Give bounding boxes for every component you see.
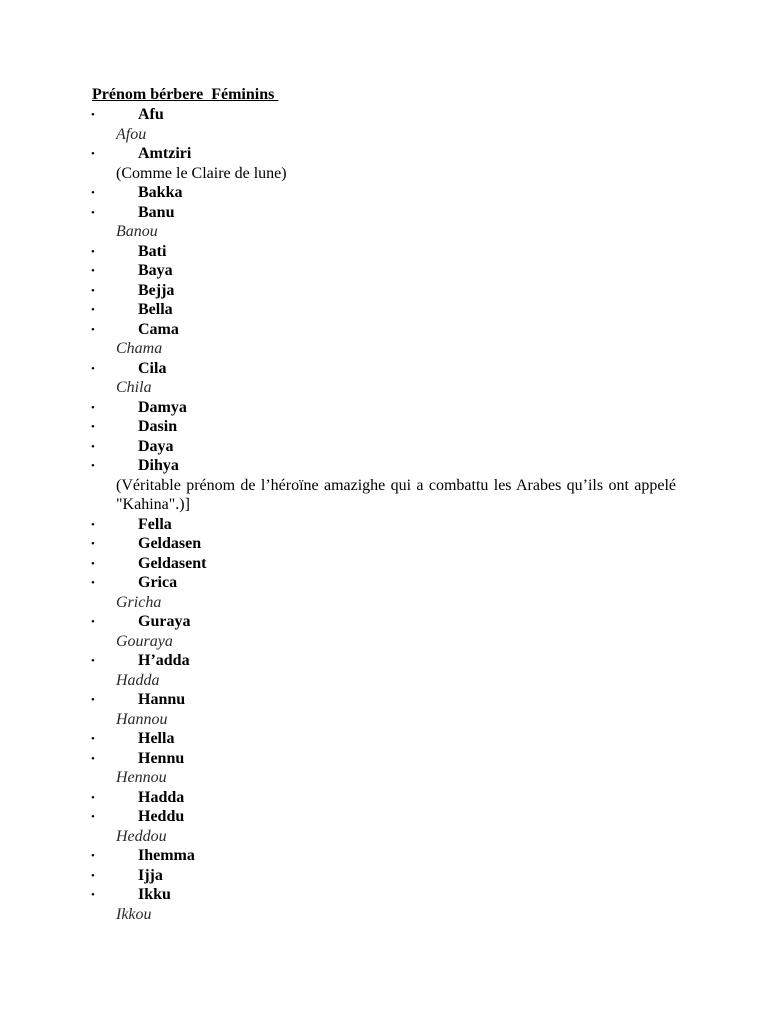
list-item	[92, 437, 676, 457]
bullet-icon: •	[91, 421, 95, 433]
bullet-icon: •	[91, 460, 95, 472]
name-text: Dasin	[138, 418, 178, 435]
list-item	[92, 320, 676, 359]
name-text: Fella	[138, 515, 172, 533]
variant-text: Hadda	[116, 671, 160, 689]
variant-text: Hennou	[116, 769, 167, 786]
name-row	[92, 846, 676, 866]
list-item	[92, 573, 676, 612]
variant-text: Banou	[116, 223, 158, 240]
variant-text: Afou	[116, 125, 147, 143]
name-text: Afu	[138, 106, 164, 123]
list-item	[92, 788, 676, 808]
bullet-icon: •	[91, 752, 95, 765]
name-row	[92, 144, 676, 164]
name-text: Heddu	[138, 808, 185, 825]
name-row	[92, 749, 676, 769]
list-item	[92, 105, 676, 144]
name-text: Dihya	[138, 457, 179, 474]
bullet-icon: •	[91, 187, 95, 199]
bullet-icon: •	[91, 557, 95, 570]
name-row	[92, 534, 676, 554]
list-item	[92, 515, 676, 535]
name-text: Bakka	[138, 184, 183, 201]
name-row	[92, 885, 676, 905]
list-item	[92, 729, 676, 749]
list-item	[92, 281, 676, 301]
name-row	[92, 320, 676, 340]
name-row	[92, 359, 676, 379]
name-row	[92, 515, 676, 535]
bullet-icon: •	[91, 577, 95, 589]
name-text: Cama	[138, 320, 179, 338]
name-text: Ihemma	[138, 847, 195, 864]
list-item	[92, 651, 676, 690]
list-item	[92, 534, 676, 554]
name-row	[92, 807, 676, 827]
name-row	[92, 183, 676, 203]
bullet-icon: •	[91, 850, 95, 862]
bullet-icon: •	[91, 206, 95, 219]
name-text: Daya	[138, 437, 174, 455]
list-item	[92, 398, 676, 418]
name-text: Banu	[138, 203, 175, 221]
list-item	[92, 866, 676, 886]
bullet-icon: •	[91, 304, 95, 316]
list-item	[92, 359, 676, 398]
bullet-icon: •	[91, 616, 95, 628]
name-row	[92, 203, 676, 223]
list-item	[92, 846, 676, 866]
list-item	[92, 807, 676, 846]
document-title: Prénom bérbere Féminins	[92, 86, 279, 103]
bullet-icon: •	[91, 518, 95, 531]
bullet-icon: •	[91, 440, 95, 453]
list-item	[92, 242, 676, 262]
bullet-icon: •	[91, 869, 95, 882]
name-text: Baya	[138, 262, 173, 279]
list-item	[92, 417, 676, 437]
name-row	[92, 105, 676, 125]
name-row	[92, 281, 676, 301]
name-text: Hadda	[138, 788, 185, 806]
variant-text: Ikkou	[116, 905, 152, 923]
bullet-icon: •	[91, 362, 95, 375]
list-item	[92, 554, 676, 574]
name-list	[92, 105, 676, 924]
list-item	[92, 261, 676, 281]
list-item	[92, 203, 676, 242]
variant-text: Gricha	[116, 593, 162, 611]
name-text: Bejja	[138, 281, 175, 299]
bullet-icon: •	[91, 694, 95, 706]
list-item	[92, 183, 676, 203]
name-row	[92, 437, 676, 457]
name-row	[92, 651, 676, 671]
name-row	[92, 417, 676, 437]
bullet-icon: •	[91, 284, 95, 297]
bullet-icon: •	[91, 538, 95, 550]
name-text: Ikku	[138, 886, 171, 903]
name-row	[92, 612, 676, 632]
name-row	[92, 690, 676, 710]
name-text: Geldasen	[138, 535, 202, 552]
bullet-icon: •	[91, 109, 95, 121]
name-row	[92, 573, 676, 593]
bullet-icon: •	[91, 245, 95, 258]
bullet-icon: •	[91, 265, 95, 277]
name-text: Amtziri	[138, 145, 192, 162]
list-item	[92, 300, 676, 320]
bullet-icon: •	[91, 323, 95, 336]
name-row	[92, 261, 676, 281]
bullet-icon: •	[91, 655, 95, 667]
name-text: Hella	[138, 730, 175, 747]
bullet-icon: •	[91, 791, 95, 804]
list-item	[92, 456, 676, 515]
name-row	[92, 554, 676, 574]
name-row	[92, 242, 676, 262]
name-row	[92, 398, 676, 418]
name-text: Grica	[138, 574, 178, 591]
name-row	[92, 456, 676, 476]
name-text: Damya	[138, 398, 187, 416]
variant-text: Chila	[116, 379, 152, 396]
bullet-icon: •	[91, 889, 95, 901]
name-text: H’adda	[138, 652, 190, 669]
variant-text: Chama	[116, 340, 163, 357]
name-text: Cila	[138, 359, 167, 377]
name-row	[92, 788, 676, 808]
document-page	[92, 85, 676, 924]
name-row	[92, 729, 676, 749]
list-item	[92, 885, 676, 924]
note-text: (Comme le Claire de lune)	[116, 164, 287, 182]
bullet-icon: •	[91, 401, 95, 414]
variant-text: Gouraya	[116, 632, 173, 650]
name-text: Hannu	[138, 691, 186, 708]
name-text: Guraya	[138, 613, 191, 630]
name-text: Ijja	[138, 866, 163, 884]
name-text: Bella	[138, 301, 173, 318]
list-item	[92, 690, 676, 729]
list-item	[92, 749, 676, 788]
name-text: Bati	[138, 242, 167, 260]
name-row	[92, 866, 676, 886]
list-item	[92, 144, 676, 183]
variant-text: Hannou	[116, 710, 168, 728]
bullet-icon: •	[91, 148, 95, 160]
name-text: Geldasent	[138, 554, 207, 572]
bullet-icon: •	[91, 811, 95, 823]
name-row	[92, 300, 676, 320]
variant-text: Heddou	[116, 827, 167, 845]
name-text: Hennu	[138, 749, 185, 767]
list-item	[92, 612, 676, 651]
bullet-icon: •	[91, 733, 95, 745]
note-text: (Véritable prénom de l’héroïne amazighe qui a combattu les Arabes qu’ils ont appelé "Kahina".)]	[116, 476, 676, 513]
